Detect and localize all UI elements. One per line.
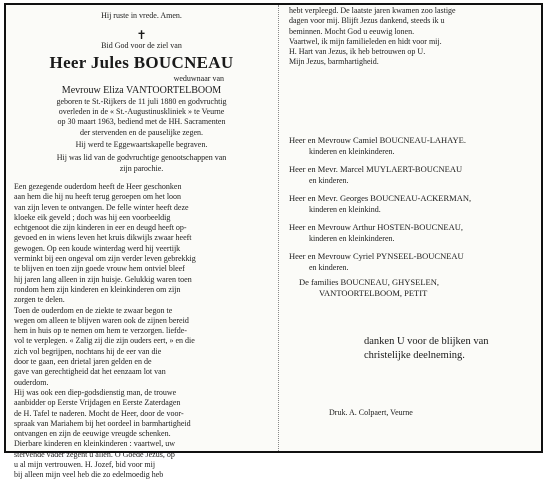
family-list — [289, 135, 534, 273]
family-member-head: Heer en Mevr. Marcel MUYLAERT-BOUCNEAU — [289, 163, 463, 174]
family-member-head: Heer en Mevrouw Camiel BOUCNEAU-LAHAYE. — [289, 134, 466, 145]
body-text-continued — [14, 388, 269, 481]
body-line: zorgen te delen. — [14, 295, 65, 305]
column-divider — [278, 5, 279, 451]
left-column — [14, 5, 269, 481]
family-member-sub: kinderen en kleinkinderen. — [309, 233, 395, 243]
bio-line: geboren te St.-Rijkers de 11 juli 1880 en godvruchtig — [56, 96, 227, 106]
body-line: Een gezegende ouderdom heeft de Heer geschonken — [14, 181, 182, 191]
body-line: verminkt bij een ongeval om zijn verder leven gebrekkig — [14, 254, 196, 264]
body-line: vol te verplegen. « Zalig zij die zijn ouders eert, » en die — [14, 336, 195, 346]
body-line: spraak van Mariahem bij het oordeel in barmhartigheid — [14, 418, 191, 428]
farewell-line: H. Hart van Jezus, ik heb betrouwen op U. — [289, 47, 426, 57]
body-line: Toen de ouderdom en de ziekte te zwaar begon te — [14, 305, 173, 315]
cross-icon: ✝ — [136, 28, 147, 43]
body-line: door te gaan, een drietal jaren gelden en de — [14, 357, 152, 367]
bio-line: op 30 maart 1963, bediend met de HH. Sacramenten — [57, 117, 226, 127]
body-line: aanbidder op Eerste Vrijdagen en Eerste Zaterdagen — [14, 398, 181, 408]
body-line: zich vol begrijpen, nochtans hij de eer van die — [14, 346, 162, 356]
body-line: bij alleen mijn veel heb die zo edelmoedig heb — [14, 470, 164, 480]
thanks-line-1: danken U voor de blijken van — [364, 335, 489, 347]
printer-line: Druk. A. Colpaert, Veurne — [329, 407, 413, 417]
biography — [14, 97, 269, 138]
farewell-line: hebt verpleegd. De laatste jaren kwamen zoo lastige — [289, 6, 456, 15]
family-member-head: Heer en Mevrouw Cyriel PYNSEEL-BOUCNEAU — [289, 250, 464, 261]
membership-line: Hij was lid van de godvruchtige genootschappen van — [56, 153, 227, 163]
body-line: stervende vader zegent u allen. O Goede Jezus, op — [14, 449, 175, 459]
families-line-1: De families BOUCNEAU, GHYSELEN, — [299, 276, 439, 287]
farewell-line: Mijn Jezus, barmhartigheid. — [289, 57, 379, 67]
bio-line: der stervenden en de pauselijke zegen. — [79, 127, 204, 137]
memorial-card — [4, 3, 543, 480]
family-member-sub: en kinderen. — [309, 175, 349, 185]
body-line: aan hem die hij nu heeft terug geroepen om het loon — [14, 192, 182, 202]
family-member-head: Heer en Mevr. Georges BOUCNEAU-ACKERMAN, — [289, 192, 472, 203]
deceased-name — [14, 52, 269, 74]
body-line: te blijven en toen zijn goede vrouw hem ontviel bleef — [14, 264, 185, 274]
spouse-surname: VANTOORTELBOOM — [126, 84, 222, 96]
families-line-2: VANTOORTELBOOM, PETIT — [319, 287, 428, 298]
farewell-line: dagen voor mij. Blijft Jezus dankend, steeds ik u — [289, 16, 445, 26]
thanks-line-2: christelijke deelneming. — [364, 349, 465, 361]
body-line: ouderdom. — [14, 377, 49, 387]
body-line: hij jaren lang alleen in zijn huisje. Gelukkig waren toen — [14, 274, 192, 284]
body-line: echtgenoot die zijn kinderen in eer en deugd heeft op- — [14, 223, 187, 233]
membership — [14, 153, 269, 174]
widower-line: weduwnaar van — [173, 73, 224, 83]
deceased-name-prefix: Heer Jules — [49, 52, 134, 72]
body-line: wegen om alleen te blijven waren ook de zijnen bereid — [14, 315, 189, 325]
body-line: ontvangen en zijn de eeuwige vreugde schenken. — [14, 429, 171, 439]
family-member-head: Heer en Mevrouw Arthur HOSTEN-BOUCNEAU, — [289, 221, 463, 232]
spouse-name-prefix: Mevrouw Eliza — [61, 84, 127, 96]
body-line: de H. Tafel te naderen. Mocht de Heer, door de voor- — [14, 408, 184, 418]
body-line: Hij was ook een diep-godsdienstig man, de trouwe — [14, 387, 177, 397]
farewell-line: Vaartwel, ik mijn familieleden en hidt voor mij. — [289, 36, 442, 46]
family-member-sub: kinderen en kleinkinderen. — [309, 146, 395, 156]
body-line: rondom hem zijn kinderen en kleinkinderen om zijn — [14, 284, 181, 294]
body-line: gewogen. Op een koude winterdag werd hij veertijk — [14, 243, 181, 253]
bio-line: overleden in de « St.-Augustinuskliniek » te Veurne — [58, 107, 225, 117]
family-member-sub: en kinderen. — [309, 262, 349, 272]
body-line: gave van gerechtigheid dat het eenzaam lot van — [14, 367, 166, 377]
membership-line: zijn parochie. — [119, 163, 164, 173]
family-member-sub: kinderen en kleinkind. — [309, 204, 381, 214]
deceased-surname: BOUCNEAU — [133, 52, 234, 72]
rest-in-peace-line: Hij ruste in vrede. Amen. — [101, 11, 182, 20]
body-line: Dierbare kinderen en kleinkinderen : vaartwel, uw — [14, 439, 176, 449]
body-line: kloeke eik geveld ; doch was hij een voorbeeldig — [14, 212, 171, 222]
right-column — [289, 5, 534, 418]
spouse-name — [14, 84, 269, 97]
farewell-line: beminnen. Mocht God u eeuwig lonen. — [289, 26, 415, 36]
body-text — [14, 182, 269, 388]
body-line: hem in huis op te nemen om hem te verzorgen. liefde- — [14, 326, 187, 336]
body-line: gevoed en in wiens leven het kruis dikwijls zwaar heeft — [14, 233, 192, 243]
farewell-text — [289, 6, 534, 68]
burial-line: Hij werd te Eggewaartskapelle begraven. — [75, 140, 208, 150]
body-line: van zijn leven te ontvangen. De felle winter heeft deze — [14, 202, 189, 212]
prayer-line: Bid God voor de ziel van — [101, 41, 182, 51]
body-line: u al mijn vertrouwen. H. Jozef, bid voor mij — [14, 459, 156, 469]
